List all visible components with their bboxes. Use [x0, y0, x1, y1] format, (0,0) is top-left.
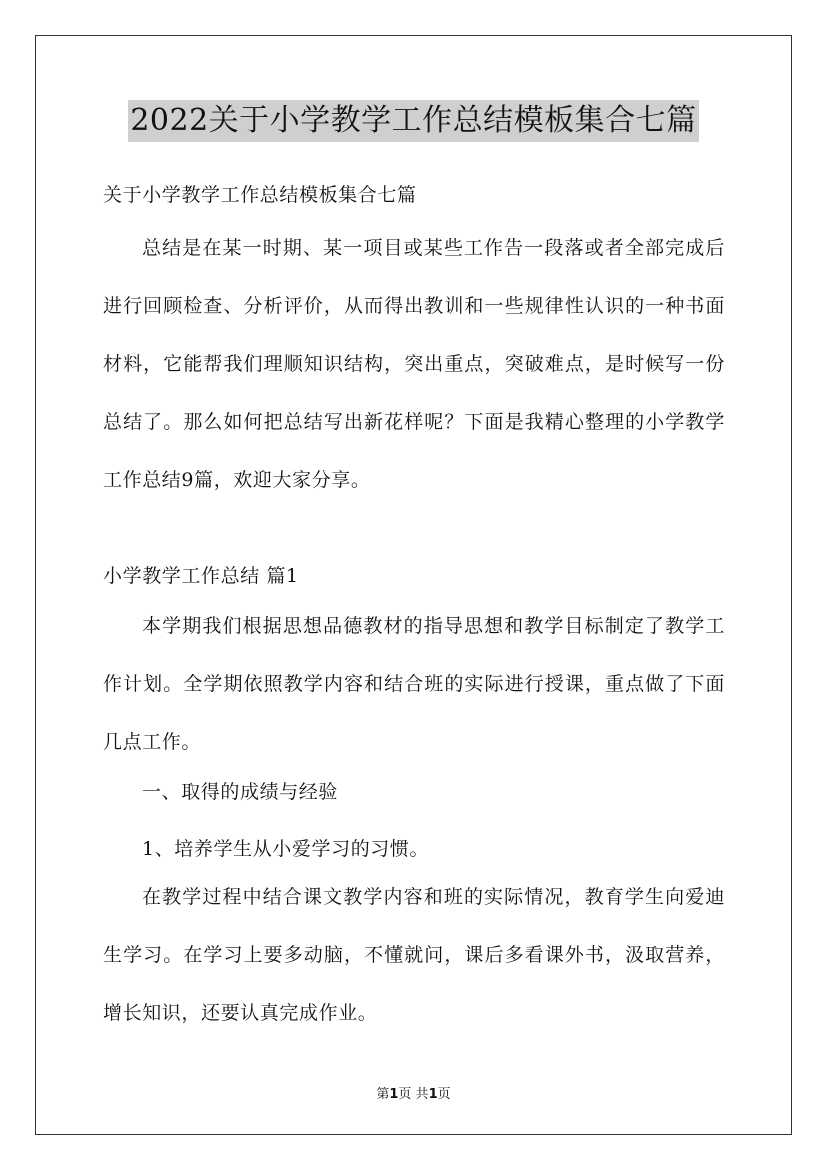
page-total-number: 1 [428, 1087, 438, 1102]
intro-paragraph: 总结是在某一时期、某一项目或某些工作告一段落或者全部完成后进行回顾检查、分析评价，从而得出教训和一些规律性认识的一种书面材料，它能帮我们理顺知识结构，突出重点，突破难点，是时候写一份总结了。那么如何把总结写出新花样呢？下面是我精心整理的小学教学工作总结9篇，欢迎大家分享。 [103, 237, 725, 491]
section-paragraph-2: 在教学过程中结合课文教学内容和班的实际情况，教育学生向爱迪生学习。在学习上要多动脑，不懂就问，课后多看课外书，汲取营养，增长知识，还要认真完成作业。 [103, 886, 725, 1024]
page-footer [0, 1083, 827, 1102]
document-subtitle: 关于小学教学工作总结模板集合七篇 [103, 184, 417, 206]
page-mid: 页 共 [398, 1087, 429, 1102]
document-title: 2022关于小学教学工作总结模板集合七篇 [128, 100, 698, 142]
title-container [0, 100, 827, 142]
section-heading: 小学教学工作总结 篇1 [103, 565, 299, 587]
page-suffix: 页 [437, 1087, 451, 1102]
section-paragraph-1: 本学期我们根据思想品德教材的指导思想和教学目标制定了教学工作计划。全学期依照教学内容和结合班的实际进行授课，重点做了下面几点工作。 [103, 615, 725, 753]
subheading-achievements: 一、取得的成绩与经验 [142, 781, 339, 803]
subheading-study-habits: 1、培养学生从小爱学习的习惯。 [142, 838, 430, 860]
page-prefix: 第 [376, 1087, 390, 1102]
page-current-number: 1 [389, 1087, 399, 1102]
